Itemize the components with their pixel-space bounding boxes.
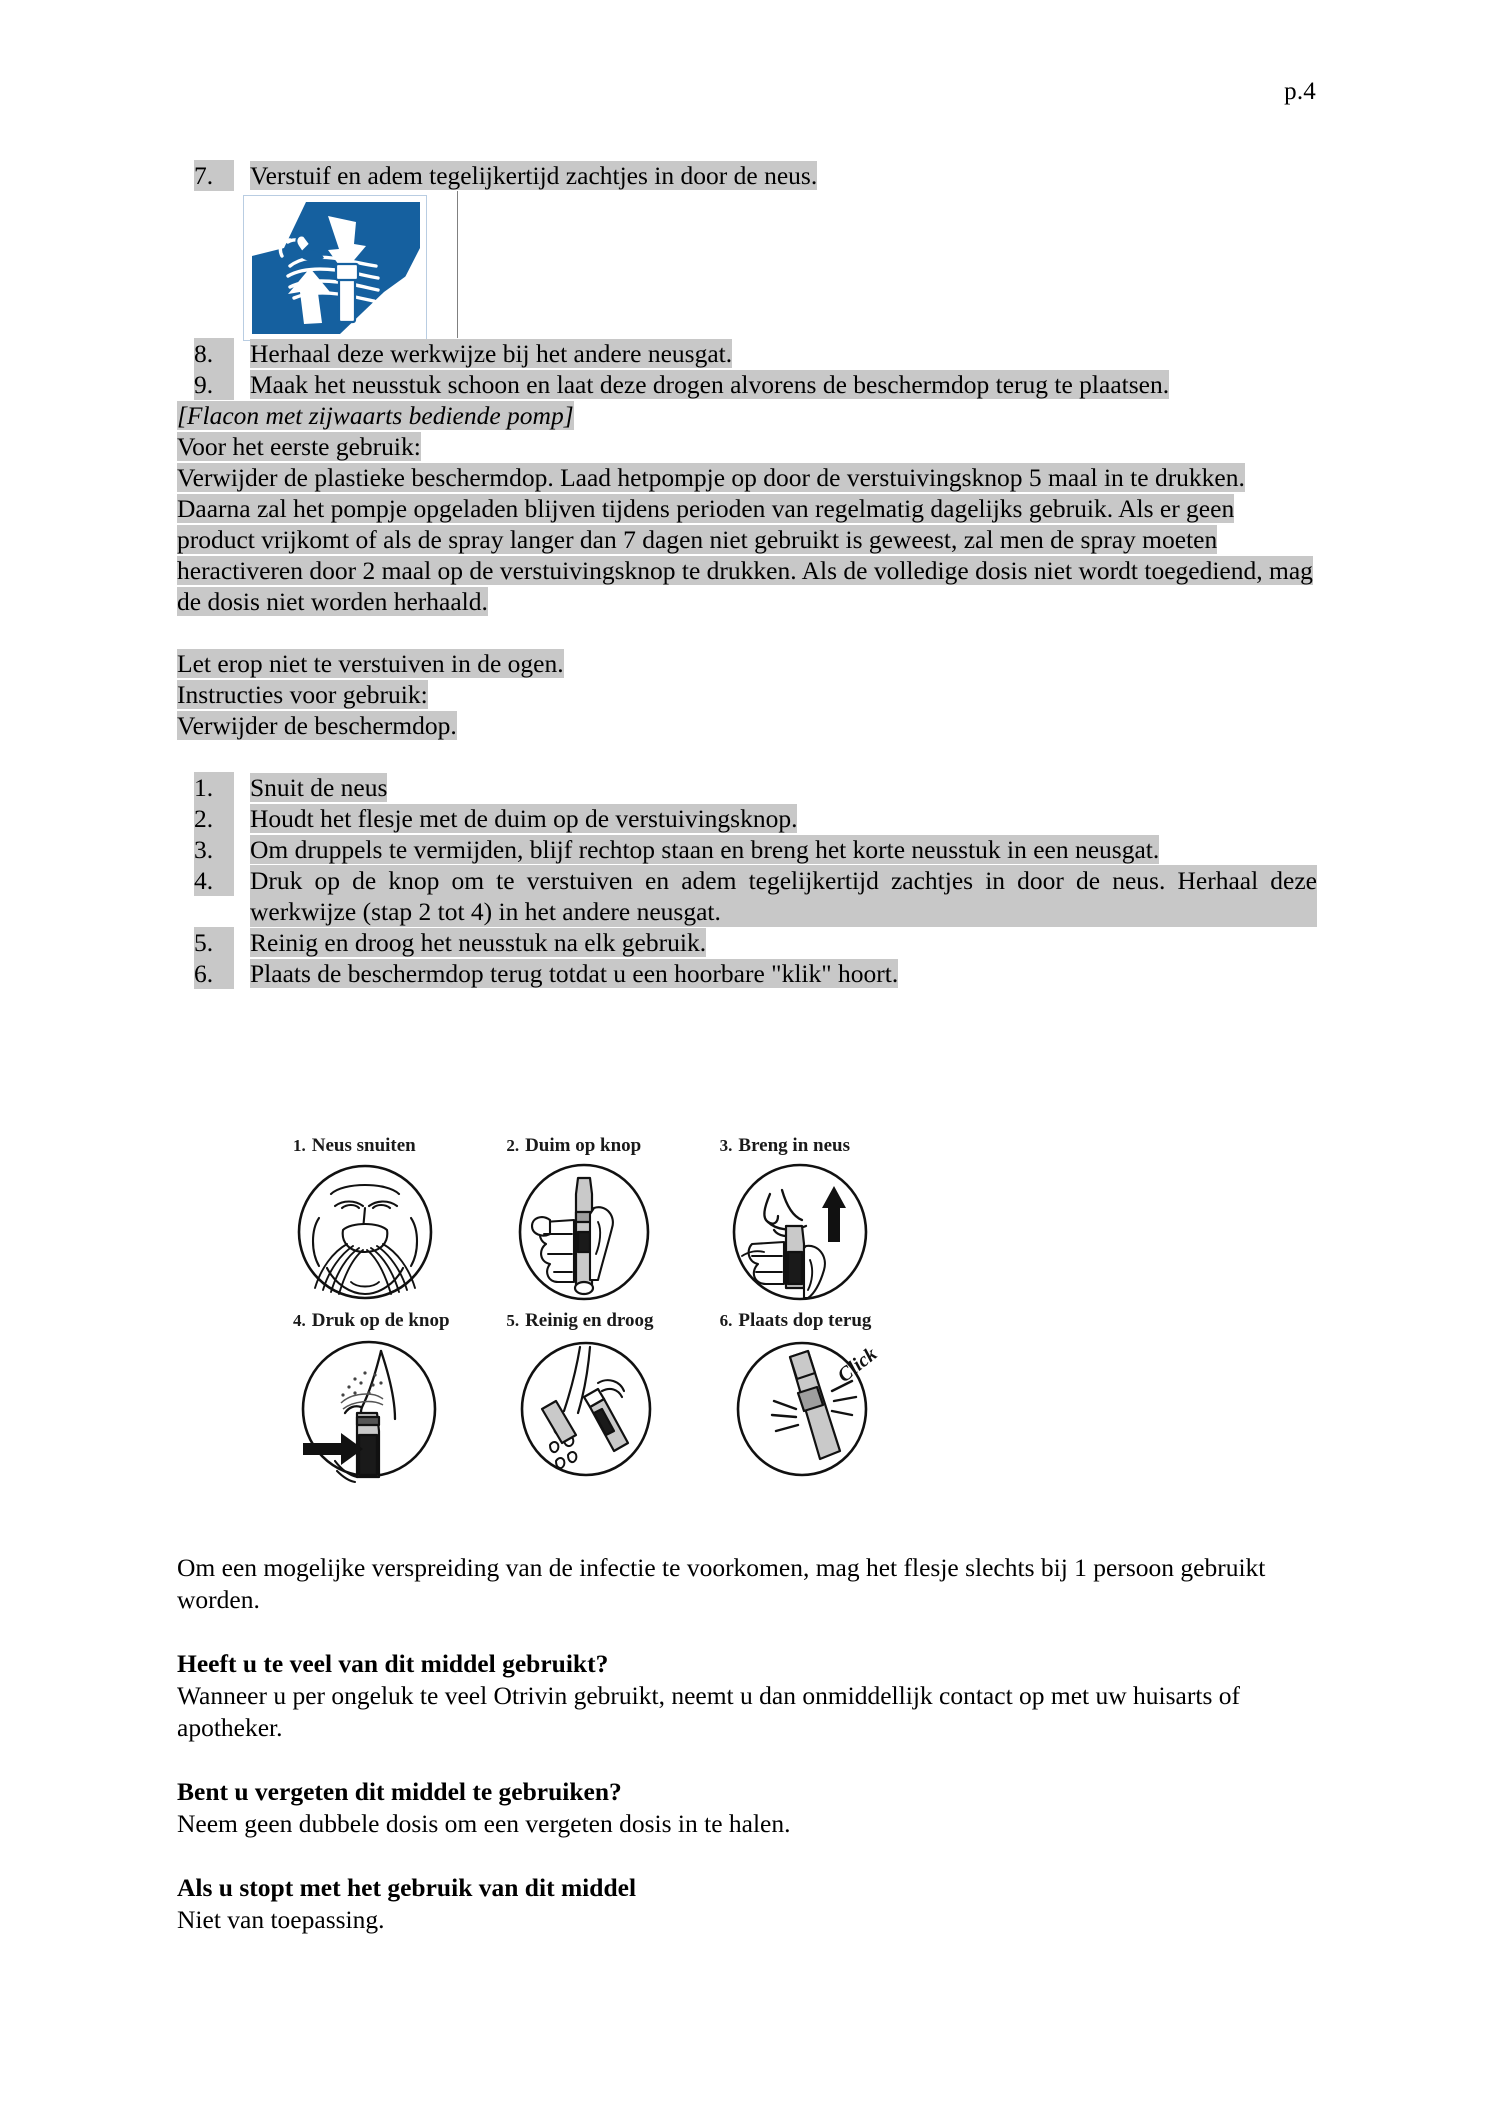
step-label <box>285 1310 498 1335</box>
step-number: 4. <box>293 1311 306 1330</box>
list-item-number: 2. <box>194 803 234 834</box>
list-item-text: Maak het neusstuk schoon en laat deze drogen alvorens de beschermdop terug te plaatsen. <box>250 370 1170 399</box>
step-text: Neus snuiten <box>311 1135 416 1156</box>
step-number: 5. <box>506 1311 520 1330</box>
list-item-number: 8. <box>194 338 234 369</box>
section-body-missed-dose: Neem geen dubbele dosis om een vergeten dosis in te halen. <box>177 1809 791 1838</box>
illustration-step <box>285 1310 498 1485</box>
list-item <box>177 772 1317 803</box>
pictogram-table-cell <box>199 191 458 338</box>
list-item <box>177 834 1317 865</box>
thumb-on-button-icon <box>498 1160 694 1310</box>
step-text: Duim op knop <box>525 1135 642 1156</box>
remove-cap-instruction: Verwijder de beschermdop. <box>177 711 457 740</box>
step-number: 1. <box>293 1136 306 1155</box>
instructions-label: Instructies voor gebruik: <box>177 680 428 709</box>
section-heading-missed-dose: Bent u vergeten dit middel te gebruiken? <box>177 1777 622 1806</box>
list-item-text: Reinig en droog het neusstuk na elk gebruik. <box>250 928 707 957</box>
blowing-nose-icon <box>285 1160 481 1310</box>
sideways-pump-heading: [Flacon met zijwaarts bediende pomp] <box>177 401 574 430</box>
step-text: Breng in neus <box>738 1135 850 1156</box>
list-item <box>177 865 1317 927</box>
list-item-number: 9. <box>194 369 234 400</box>
list-item <box>177 958 1317 989</box>
insert-in-nose-icon <box>712 1160 908 1310</box>
list-item-number: 1. <box>194 772 234 803</box>
list-item <box>177 338 1317 369</box>
clean-and-dry-icon <box>498 1335 694 1485</box>
illustration-step <box>712 1135 925 1310</box>
list-item-text: Houdt het flesje met de duim op de verstuivingsknop. <box>250 804 798 833</box>
list-item <box>177 369 1317 400</box>
list-item-number: 4. <box>194 865 234 896</box>
section-gap <box>177 1744 1317 1776</box>
list-item-text: Om druppels te vermijden, blijf rechtop staan en breng het korte neusstuk in een neusgat. <box>250 835 1160 864</box>
paragraph-gap <box>177 741 1317 772</box>
first-use-paragraph: Verwijder de plastieke beschermdop. Laad hetpompje op door de verstuivingsknop 5 maal in te drukken. Daarna zal het pompje opgeladen blijven tijdens perioden van regelmatig dagelijks gebruik. Als er geen product vrijkomt of als de spray langer dan 7 dagen niet gebruikt is geweest, zal men de spray moeten heractiveren door 2 maal op de verstuivingsknop te drukken. Als de volledige dosis niet wordt toegediend, mag de dosis niet worden herhaald. <box>177 463 1313 616</box>
list-item-number: 3. <box>194 834 234 865</box>
step-number: 3. <box>719 1136 733 1155</box>
list-item-text: Snuit de neus <box>250 773 388 802</box>
list-item-number: 7. <box>194 160 234 191</box>
press-button-spray-icon <box>285 1335 481 1485</box>
step-label <box>498 1310 711 1335</box>
step-text: Reinig en droog <box>525 1310 654 1331</box>
step-label <box>498 1135 711 1160</box>
replace-cap-click-icon <box>712 1335 908 1485</box>
step-label <box>712 1310 925 1335</box>
list-item <box>177 803 1317 834</box>
list-item-text: Druk op de knop om te verstuiven en adem tegelijkertijd zachtjes in door de neus. Herhaal deze werkwijze (stap 2 tot 4) in het andere neusgat. <box>250 866 1317 926</box>
section-body-stopping: Niet van toepassing. <box>177 1905 385 1934</box>
eye-warning: Let erop niet te verstuiven in de ogen. <box>177 649 564 678</box>
main-content <box>177 160 1317 989</box>
click-annotation: Click <box>833 1342 881 1387</box>
section-body-overdose: Wanneer u per ongeluk te veel Otrivin gebruikt, neemt u dan onmiddellijk contact op met uw huisarts of apotheker. <box>177 1681 1240 1742</box>
bottom-content <box>177 1552 1317 1936</box>
page-number-header: p.4 <box>1284 78 1316 105</box>
step-label <box>285 1135 498 1160</box>
illustration-step <box>285 1135 498 1310</box>
section-heading-stopping: Als u stopt met het gebruik van dit middel <box>177 1873 637 1902</box>
six-step-nasal-spray-illustration <box>285 1135 925 1505</box>
section-gap <box>177 1616 1317 1648</box>
step-number: 2. <box>506 1136 520 1155</box>
hygiene-note: Om een mogelijke verspreiding van de infectie te voorkomen, mag het flesje slechts bij 1 persoon gebruikt worden. <box>177 1553 1266 1614</box>
step-text: Plaats dop terug <box>738 1310 872 1331</box>
step-number: 6. <box>719 1311 733 1330</box>
list-item <box>177 160 1317 191</box>
illustration-step <box>498 1310 711 1485</box>
list-item-text: Verstuif en adem tegelijkertijd zachtjes in door de neus. <box>250 161 818 190</box>
illustration-step <box>498 1135 711 1310</box>
step-text: Druk op de knop <box>311 1310 450 1331</box>
step-label <box>712 1135 925 1160</box>
section-heading-overdose: Heeft u te veel van dit middel gebruikt? <box>177 1649 609 1678</box>
list-item <box>177 927 1317 958</box>
list-item-text: Herhaal deze werkwijze bij het andere neusgat. <box>250 339 733 368</box>
list-item-text: Plaats de beschermdop terug totdat u een hoorbare "klik" hoort. <box>250 959 899 988</box>
first-use-label: Voor het eerste gebruik: <box>177 432 421 461</box>
section-gap <box>177 1840 1317 1872</box>
illustration-step <box>712 1310 925 1485</box>
list-item-number: 6. <box>194 958 234 989</box>
paragraph-gap <box>177 617 1317 648</box>
list-item-number: 5. <box>194 927 234 958</box>
hand-pressing-nasal-spray-pictogram <box>243 195 427 341</box>
